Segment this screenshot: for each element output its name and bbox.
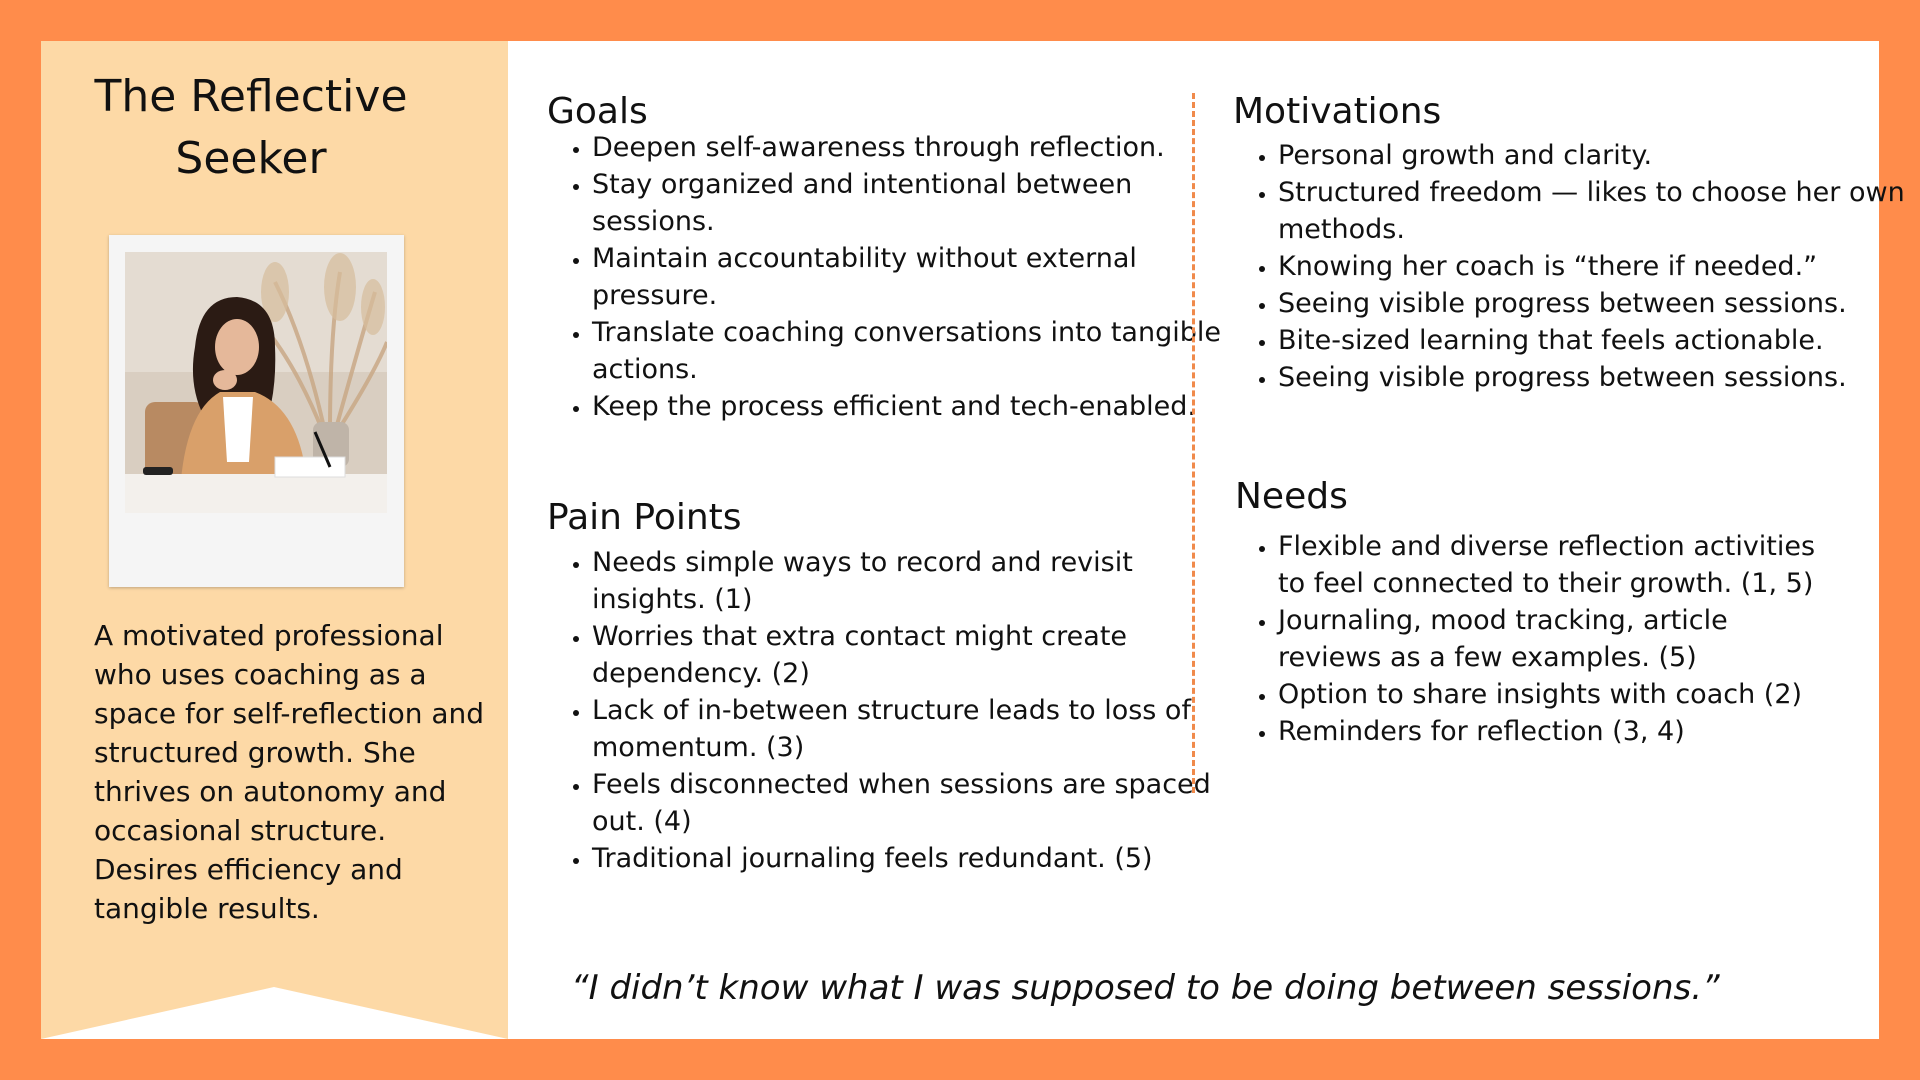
polaroid-frame bbox=[109, 235, 404, 587]
persona-photo-illustration bbox=[125, 252, 387, 513]
goal-item: • Translate coaching conversations into tangible actions. bbox=[592, 314, 1232, 388]
motivation-item: • Personal growth and clarity. bbox=[1278, 137, 1908, 174]
needs-list bbox=[1234, 528, 1818, 750]
persona-card bbox=[41, 41, 1905, 1039]
pain-point-item: • Feels disconnected when sessions are spaced out. (4) bbox=[592, 766, 1232, 840]
pain-point-item: • Worries that extra contact might create dependency. (2) bbox=[592, 618, 1232, 692]
ribbon-notch bbox=[41, 987, 508, 1039]
need-item: • Option to share insights with coach (2) bbox=[1278, 676, 1818, 713]
need-item: • Journaling, mood tracking, article reviews as a few examples. (5) bbox=[1278, 602, 1818, 676]
goal-item: • Deepen self-awareness through reflection. bbox=[592, 129, 1232, 166]
persona-title-line1: The Reflective bbox=[94, 71, 408, 122]
pain-point-item: • Traditional journaling feels redundant. (5) bbox=[592, 840, 1232, 877]
pain-point-item: • Lack of in-between structure leads to loss of momentum. (3) bbox=[592, 692, 1232, 766]
motivation-item: • Knowing her coach is “there if needed.” bbox=[1278, 248, 1908, 285]
goal-item: • Maintain accountability without external pressure. bbox=[592, 240, 1232, 314]
goal-item: • Keep the process efficient and tech-enabled. bbox=[592, 388, 1232, 425]
persona-photo bbox=[125, 252, 387, 513]
motivation-item: • Structured freedom — likes to choose her own methods. bbox=[1278, 174, 1908, 248]
pain-points-heading: Pain Points bbox=[547, 497, 742, 538]
motivation-item: • Seeing visible progress between sessions. bbox=[1278, 359, 1908, 396]
persona-title bbox=[41, 66, 461, 190]
goals-heading: Goals bbox=[547, 91, 648, 132]
goals-list bbox=[548, 129, 1232, 425]
motivations-heading: Motivations bbox=[1233, 91, 1442, 132]
motivations-list bbox=[1234, 137, 1908, 396]
persona-sidebar bbox=[41, 41, 508, 1039]
column-divider bbox=[1192, 93, 1195, 793]
need-item: • Flexible and diverse reflection activities to feel connected to their growth. (1, 5) bbox=[1278, 528, 1818, 602]
persona-description: A motivated professional who uses coaching as a space for self-reflection and structured growth. She thrives on autonomy and occasional structure. Desires efficiency and tangible results. bbox=[94, 619, 485, 925]
motivation-item: • Seeing visible progress between sessions. bbox=[1278, 285, 1908, 322]
persona-title-line2: Seeker bbox=[175, 133, 327, 184]
pain-point-item: • Needs simple ways to record and revisit insights. (1) bbox=[592, 544, 1232, 618]
motivation-item: • Bite-sized learning that feels actionable. bbox=[1278, 322, 1908, 359]
goal-item: • Stay organized and intentional between sessions. bbox=[592, 166, 1232, 240]
needs-heading: Needs bbox=[1235, 476, 1348, 517]
persona-quote: “I didn’t know what I was supposed to be doing between sessions.” bbox=[571, 968, 1720, 1008]
pain-points-list bbox=[548, 544, 1232, 877]
need-item: • Reminders for reflection (3, 4) bbox=[1278, 713, 1818, 750]
